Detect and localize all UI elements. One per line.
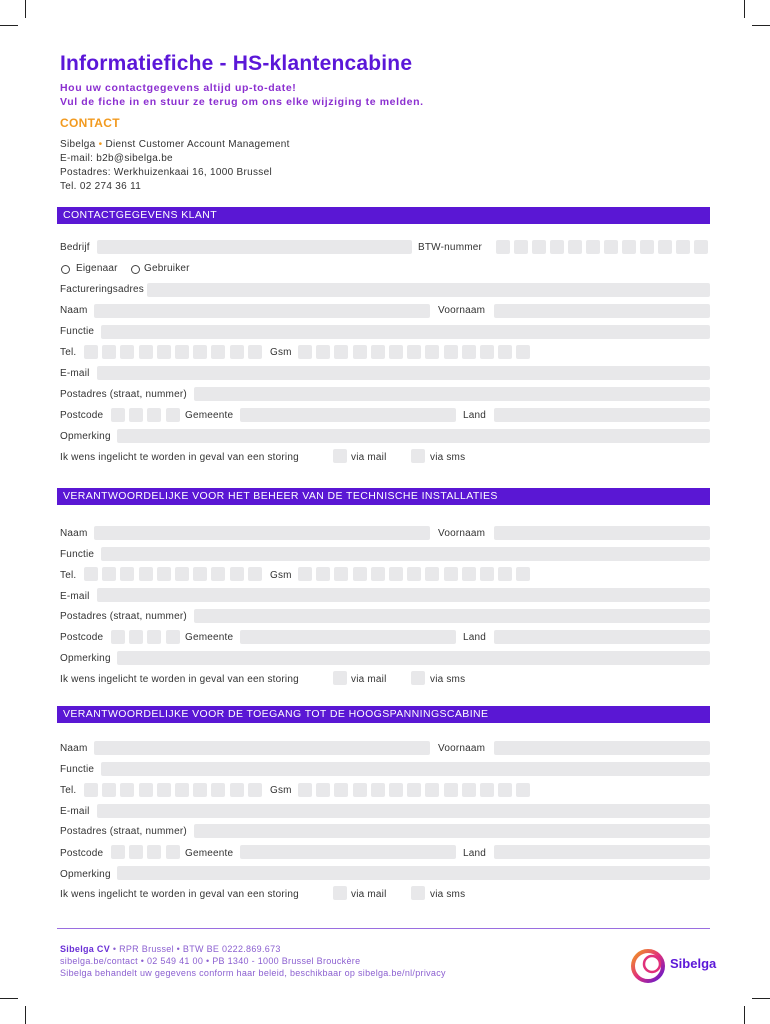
via-mail-label: via mail [351,452,387,463]
gsm-digit-box[interactable] [407,567,421,581]
functie-label: Functie [60,764,95,775]
tel-digit-box[interactable] [193,783,207,797]
postcode-label: Postcode [60,632,104,643]
eigenaar-radio[interactable] [61,265,70,274]
tel-digit-box[interactable] [120,345,134,359]
contact-email: E-mail: b2b@sibelga.be [60,153,173,164]
tel-label: Tel. [60,785,77,796]
tel-digit-box[interactable] [157,783,171,797]
tel-digit-box[interactable] [102,783,116,797]
tel-digit-box[interactable] [211,783,225,797]
gsm-digit-box[interactable] [298,567,312,581]
opmerking-input[interactable] [117,651,710,665]
via-sms-checkbox[interactable] [411,449,425,463]
tel-digit-box[interactable] [193,567,207,581]
voornaam-label: Voornaam [438,528,486,539]
gsm-digit-box[interactable] [498,567,512,581]
tel-digit-box[interactable] [230,783,244,797]
postcode-label: Postcode [60,410,104,421]
postadres-label: Postadres (straat, nummer) [60,389,187,400]
postcode-digit-box[interactable] [111,845,125,859]
contact-phone: Tel. 02 274 36 11 [60,181,142,192]
naam-label: Naam [60,528,88,539]
postcode-digit-box[interactable] [129,630,143,644]
tel-label: Tel. [60,570,77,581]
gemeente-input[interactable] [240,630,456,644]
tel-digit-box[interactable] [139,567,153,581]
gsm-digit-box[interactable] [480,345,494,359]
storing-label: Ik wens ingelicht te worden in geval van een storing [60,674,299,685]
gsm-digit-box[interactable] [353,783,367,797]
crop-mark [752,25,770,26]
gsm-digit-box[interactable] [516,567,530,581]
gsm-digit-box[interactable] [298,783,312,797]
via-sms-checkbox[interactable] [411,671,425,685]
footer-divider [57,928,710,929]
gsm-digit-box[interactable] [389,567,403,581]
postadres-input[interactable] [194,387,710,401]
gemeente-label: Gemeente [185,632,234,643]
gsm-digit-box[interactable] [462,783,476,797]
postcode-digit-box[interactable] [147,630,161,644]
tel-digit-box[interactable] [120,783,134,797]
tel-digit-box[interactable] [157,567,171,581]
gemeente-label: Gemeente [185,410,234,421]
gsm-digit-box[interactable] [334,567,348,581]
voornaam-input[interactable] [494,526,710,540]
tel-digit-box[interactable] [230,567,244,581]
via-mail-checkbox[interactable] [333,671,347,685]
footer-company-line: Sibelga CV • RPR Brussel • BTW BE 0222.869.673 [60,944,281,954]
crop-mark [752,998,770,999]
contact-department: Sibelga • Dienst Customer Account Management [60,139,290,150]
contact-heading: CONTACT [60,116,120,130]
postcode-digit-box[interactable] [111,630,125,644]
land-input[interactable] [494,408,710,422]
postcode-digit-box[interactable] [166,845,180,859]
postcode-digit-box[interactable] [166,408,180,422]
gsm-digit-box[interactable] [498,345,512,359]
postadres-input[interactable] [194,824,710,838]
via-sms-label: via sms [430,889,466,900]
voornaam-input[interactable] [494,304,710,318]
gsm-digit-box[interactable] [425,567,439,581]
btw-digit-box[interactable] [604,240,618,254]
tel-digit-box[interactable] [175,783,189,797]
btw-digit-box[interactable] [586,240,600,254]
gsm-digit-box[interactable] [334,345,348,359]
land-label: Land [463,848,487,859]
btw-label: BTW-nummer [418,242,483,253]
tel-digit-box[interactable] [120,567,134,581]
crop-mark [25,1006,26,1024]
gemeente-input[interactable] [240,845,456,859]
opmerking-input[interactable] [117,866,710,880]
gsm-digit-box[interactable] [353,567,367,581]
naam-input[interactable] [94,304,430,318]
btw-digit-box[interactable] [568,240,582,254]
postadres-label: Postadres (straat, nummer) [60,826,187,837]
postcode-digit-box[interactable] [147,408,161,422]
factureringsadres-label: Factureringsadres [60,284,144,295]
functie-label: Functie [60,549,95,560]
opmerking-label: Opmerking [60,431,111,442]
postcode-digit-box[interactable] [129,845,143,859]
crop-mark [0,998,18,999]
via-sms-label: via sms [430,674,466,685]
section-header-hoogspanningscabine: VERANTWOORDELIJKE VOOR DE TOEGANG TOT DE HOOGSPANNINGSCABINE [57,706,710,723]
btw-digit-box[interactable] [640,240,654,254]
btw-digit-box[interactable] [514,240,528,254]
opmerking-input[interactable] [117,429,710,443]
gsm-label: Gsm [270,785,292,796]
gsm-digit-box[interactable] [498,783,512,797]
postcode-digit-box[interactable] [129,408,143,422]
tel-digit-box[interactable] [84,345,98,359]
gsm-digit-box[interactable] [516,783,530,797]
gsm-digit-box[interactable] [389,345,403,359]
gsm-digit-box[interactable] [480,567,494,581]
gemeente-input[interactable] [240,408,456,422]
voornaam-label: Voornaam [438,743,486,754]
naam-input[interactable] [94,741,430,755]
land-label: Land [463,632,487,643]
tel-label: Tel. [60,347,77,358]
gebruiker-label: Gebruiker [144,263,190,274]
gemeente-label: Gemeente [185,848,234,859]
bedrijf-input[interactable] [97,240,412,254]
tel-digit-box[interactable] [139,345,153,359]
gsm-label: Gsm [270,347,292,358]
email-input[interactable] [97,588,710,602]
postcode-digit-box[interactable] [111,408,125,422]
eigenaar-label: Eigenaar [76,263,118,274]
tel-digit-box[interactable] [211,567,225,581]
page-title: Informatiefiche - HS-klantencabine [60,52,413,75]
gsm-digit-box[interactable] [516,345,530,359]
crop-mark [744,0,745,18]
storing-label: Ik wens ingelicht te worden in geval van een storing [60,889,299,900]
sibelga-logo-text: Sibelga [670,956,717,971]
naam-input[interactable] [94,526,430,540]
tel-digit-box[interactable] [248,345,262,359]
gsm-digit-box[interactable] [334,783,348,797]
via-mail-label: via mail [351,889,387,900]
opmerking-label: Opmerking [60,653,111,664]
gsm-digit-box[interactable] [407,783,421,797]
section-header-technische-installaties: VERANTWOORDELIJKE VOOR HET BEHEER VAN DE TECHNISCHE INSTALLATIES [57,488,710,505]
btw-digit-box[interactable] [694,240,708,254]
gsm-digit-box[interactable] [425,783,439,797]
tel-digit-box[interactable] [84,783,98,797]
btw-digit-box[interactable] [550,240,564,254]
via-mail-checkbox[interactable] [333,886,347,900]
tel-digit-box[interactable] [84,567,98,581]
via-mail-label: via mail [351,674,387,685]
gebruiker-radio[interactable] [131,265,140,274]
tagline-instructions: Vul de fiche in en stuur ze terug om ons elke wijziging te melden. [60,96,424,108]
btw-digit-box[interactable] [658,240,672,254]
footer-privacy-line: Sibelga behandelt uw gegevens conform haar beleid, beschikbaar op sibelga.be/nl/privacy [60,968,446,978]
gsm-digit-box[interactable] [444,567,458,581]
contact-address: Postadres: Werkhuizenkaai 16, 1000 Brussel [60,167,272,178]
gsm-digit-box[interactable] [444,345,458,359]
voornaam-label: Voornaam [438,305,486,316]
section-header-klant: CONTACTGEGEVENS KLANT [57,207,710,224]
btw-digit-box[interactable] [532,240,546,254]
functie-label: Functie [60,326,95,337]
tel-digit-box[interactable] [211,345,225,359]
email-label: E-mail [60,806,90,817]
btw-digit-box[interactable] [496,240,510,254]
postadres-label: Postadres (straat, nummer) [60,611,187,622]
gsm-digit-box[interactable] [371,783,385,797]
email-input[interactable] [97,804,710,818]
gsm-digit-box[interactable] [353,345,367,359]
email-input[interactable] [97,366,710,380]
crop-mark [25,0,26,18]
tel-digit-box[interactable] [102,345,116,359]
btw-digit-box[interactable] [622,240,636,254]
opmerking-label: Opmerking [60,869,111,880]
crop-mark [744,1006,745,1024]
functie-input[interactable] [101,762,710,776]
tel-digit-box[interactable] [230,345,244,359]
postcode-digit-box[interactable] [147,845,161,859]
tel-digit-box[interactable] [248,567,262,581]
land-label: Land [463,410,487,421]
btw-digit-box[interactable] [676,240,690,254]
tel-digit-box[interactable] [139,783,153,797]
functie-input[interactable] [101,547,710,561]
land-input[interactable] [494,630,710,644]
naam-label: Naam [60,743,88,754]
land-input[interactable] [494,845,710,859]
tagline: Hou uw contactgegevens altijd up-to-date! [60,82,297,94]
gsm-digit-box[interactable] [444,783,458,797]
gsm-digit-box[interactable] [316,783,330,797]
gsm-digit-box[interactable] [425,345,439,359]
via-mail-checkbox[interactable] [333,449,347,463]
postcode-label: Postcode [60,848,104,859]
via-sms-checkbox[interactable] [411,886,425,900]
tel-digit-box[interactable] [193,345,207,359]
gsm-digit-box[interactable] [316,567,330,581]
gsm-digit-box[interactable] [462,567,476,581]
gsm-digit-box[interactable] [371,345,385,359]
crop-mark [0,25,18,26]
gsm-digit-box[interactable] [316,345,330,359]
gsm-digit-box[interactable] [298,345,312,359]
factureringsadres-input[interactable] [147,283,710,297]
gsm-label: Gsm [270,570,292,581]
gsm-digit-box[interactable] [371,567,385,581]
via-sms-label: via sms [430,452,466,463]
tel-digit-box[interactable] [248,783,262,797]
tel-digit-box[interactable] [102,567,116,581]
tel-digit-box[interactable] [157,345,171,359]
storing-label: Ik wens ingelicht te worden in geval van een storing [60,452,299,463]
gsm-digit-box[interactable] [480,783,494,797]
bedrijf-label: Bedrijf [60,242,90,253]
functie-input[interactable] [101,325,710,339]
naam-label: Naam [60,305,88,316]
email-label: E-mail [60,368,90,379]
gsm-digit-box[interactable] [407,345,421,359]
email-label: E-mail [60,591,90,602]
voornaam-input[interactable] [494,741,710,755]
footer-contact-line: sibelga.be/contact • 02 549 41 00 • PB 1340 - 1000 Brussel Brouckère [60,956,361,966]
tel-digit-box[interactable] [175,345,189,359]
postcode-digit-box[interactable] [166,630,180,644]
sibelga-logo-icon [628,946,668,986]
gsm-digit-box[interactable] [389,783,403,797]
tel-digit-box[interactable] [175,567,189,581]
gsm-digit-box[interactable] [462,345,476,359]
postadres-input[interactable] [194,609,710,623]
